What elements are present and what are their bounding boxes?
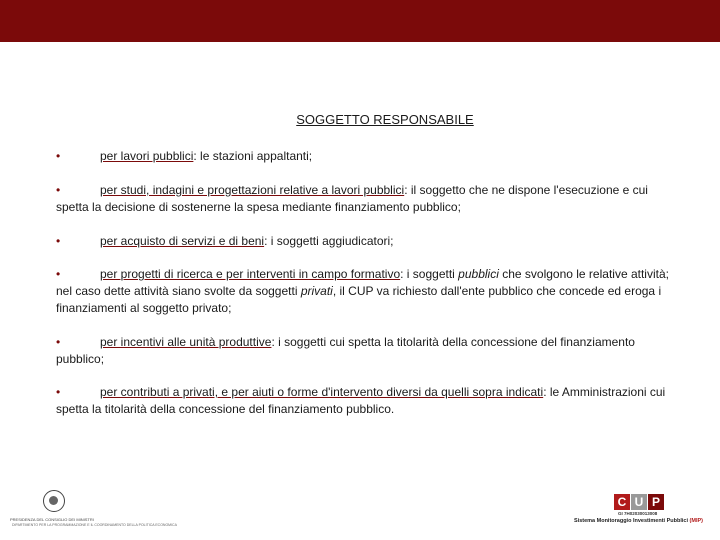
list-item-acquisto [56,233,674,250]
cup-letter-p: P [648,494,664,510]
bullet: • [56,267,61,281]
item-incentivi-link[interactable]: per incentivi alle unità produttive [100,335,272,349]
cup-letter-u: U [631,494,647,510]
emblem-icon [43,490,65,512]
item-ricerca-text-1: : i soggetti [400,267,459,281]
bullet: • [56,234,61,248]
item-ricerca-em-pubblici: pubblici [458,267,499,281]
item-ricerca-em-privati: privati [300,284,333,298]
logo-line-2: DIPARTIMENTO PER LA PROGRAMMAZIONE E IL COORDINAMENTO DELLA POLITICA ECONOMICA [12,523,177,527]
item-contributi-link[interactable]: per contributi a privati, e per aiuti o forme d'intervento diversi da quelli sopra indicati [100,385,544,399]
item-lavori-text: : le stazioni appaltanti; [193,149,313,163]
item-acquisto-text: : i soggetti aggiudicatori; [264,234,394,248]
list-item-incentivi [56,334,674,368]
top-bar [0,0,720,42]
cup-badge [614,494,665,510]
bullet: • [56,149,61,163]
cup-letter-c: C [614,494,630,510]
item-ricerca-text-3: , il CUP va richiesto dall'ente pubblico che concede ed eroga i finanziamenti al soggetto privato; [56,284,662,315]
list-item-ricerca [56,266,674,317]
item-acquisto-link[interactable]: per acquisto di servizi e di beni [100,234,265,248]
list-item-lavori [56,148,674,165]
item-ricerca-link[interactable]: per progetti di ricerca e per interventi in campo formativo [100,267,401,281]
presidenza-logo [10,490,177,534]
mip-text [574,518,703,524]
item-studi-link[interactable]: per studi, indagini e progettazioni relative a lavori pubblici [100,183,405,197]
item-incentivi-text: : i soggetti cui spetta la titolarità della concessione del finanziamento pubblico; [56,335,635,366]
item-contributi-text: : le Amministrazioni cui spetta la titolarità della concessione del finanziamento pubblico. [56,385,666,416]
mip-suffix: (MIP) [689,518,703,524]
list-item-studi [56,182,674,216]
item-lavori-link[interactable]: per lavori pubblici [100,149,194,163]
bullet: • [56,385,61,399]
mip-label: Sistema Monitoraggio Investimenti Pubblici [574,518,688,524]
cup-logo [574,494,714,534]
bullet: • [56,335,61,349]
list-item-contributi [56,384,674,418]
cup-code: GI 7H02030013008 [618,511,658,516]
item-ricerca-text-2: che svolgono le relative attività; nel caso dette attività siano svolte da soggetti [56,267,669,298]
bullet: • [56,183,61,197]
page-title: SOGGETTO RESPONSABILE [296,112,474,127]
item-studi-text: : il soggetto che ne dispone l'esecuzione e cui spetta la decisione di sostenerne la spesa mediante finanziamento pubblico; [56,183,648,214]
logo-line-1: PRESIDENZA DEL CONSIGLIO DEI MINISTRI [10,517,94,522]
